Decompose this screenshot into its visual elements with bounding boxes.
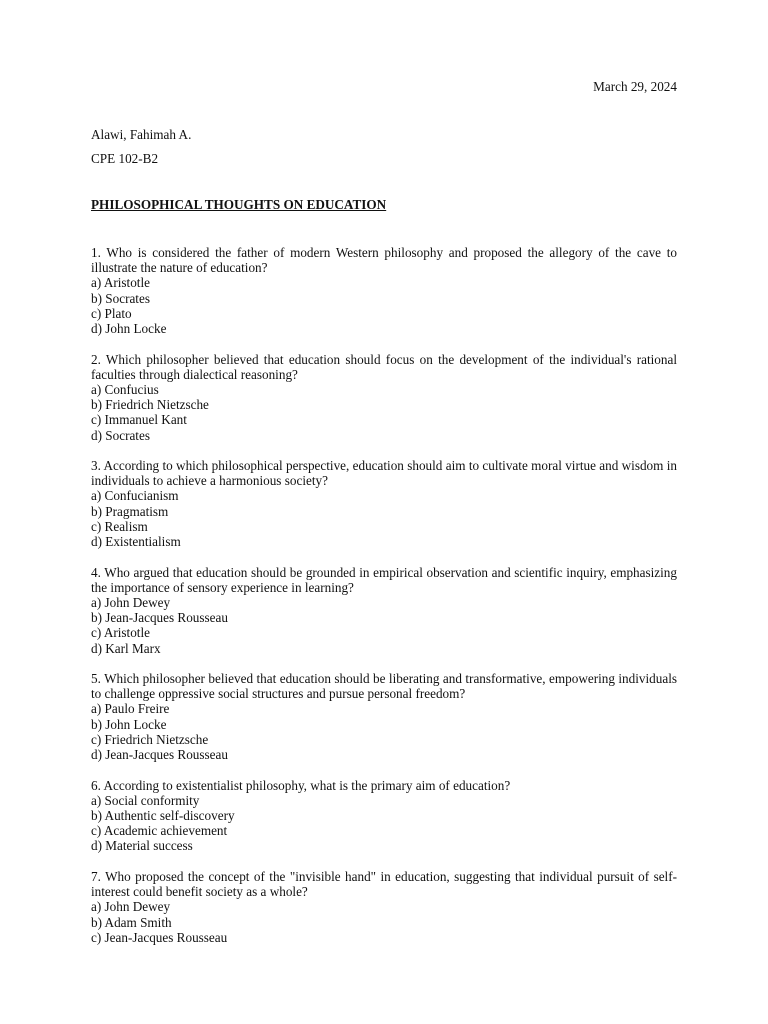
question-text: 6. According to existentialist philosophy, what is the primary aim of education?: [91, 777, 511, 793]
option-d: d) Existentialism: [91, 534, 181, 550]
option-a: a) Paulo Freire: [91, 701, 170, 717]
option-c: c) Realism: [91, 518, 148, 534]
option-c: c) Immanuel Kant: [91, 412, 187, 428]
option-d: d) Jean-Jacques Rousseau: [91, 747, 228, 763]
option-a: a) Confucius: [91, 381, 159, 397]
option-a: a) Confucianism: [91, 488, 179, 504]
document-date: March 29, 2024: [593, 79, 677, 94]
option-c: c) Plato: [91, 305, 132, 321]
question-2: [91, 352, 677, 443]
question-4: [91, 565, 677, 656]
question-5: [91, 671, 677, 762]
question-6: [91, 778, 677, 854]
student-name: Alawi, Fahimah A.: [91, 127, 192, 142]
question-3: [91, 458, 677, 549]
option-d: d) John Locke: [91, 321, 167, 337]
option-b: b) Jean-Jacques Rousseau: [91, 610, 228, 626]
question-7: [91, 869, 677, 945]
option-d: d) Material success: [91, 838, 193, 854]
option-d: d) Karl Marx: [91, 640, 161, 656]
option-c: c) Friedrich Nietzsche: [91, 731, 209, 747]
option-b: b) Pragmatism: [91, 503, 169, 519]
option-b: b) Adam Smith: [91, 914, 172, 930]
class-section: CPE 102-B2: [91, 151, 159, 166]
option-b: b) John Locke: [91, 716, 167, 732]
option-d: d) Socrates: [91, 427, 150, 443]
question-text: 5. Which philosopher believed that education should be liberating and transformative, empowering individuals to challenge oppressive social structures and pursue personal freedom?: [91, 671, 677, 702]
option-a: a) John Dewey: [91, 899, 171, 915]
option-c: c) Academic achievement: [91, 823, 228, 839]
option-b: b) Authentic self-discovery: [91, 807, 235, 823]
option-c: c) Aristotle: [91, 625, 150, 641]
question-text: 7. Who proposed the concept of the "invisible hand" in education, suggesting that individual pursuit of self-interest could benefit society as a whole?: [91, 868, 677, 900]
question-list: [91, 245, 677, 960]
option-a: a) Social conformity: [91, 792, 200, 808]
option-a: a) John Dewey: [91, 594, 171, 610]
option-b: b) Socrates: [91, 290, 150, 306]
question-text: 1. Who is considered the father of modern Western philosophy and proposed the allegory of the cave to illustrate the nature of education?: [91, 245, 677, 276]
question-text: 3. According to which philosophical perspective, education should aim to cultivate moral virtue and wisdom in individuals to achieve a harmonious society?: [91, 458, 677, 489]
option-b: b) Friedrich Nietzsche: [91, 397, 209, 413]
document-title: PHILOSOPHICAL THOUGHTS ON EDUCATION: [91, 197, 387, 212]
question-text: 4. Who argued that education should be grounded in empirical observation and scientific inquiry, emphasizing the importance of sensory experience in learning?: [91, 564, 677, 595]
question-text: 2. Which philosopher believed that education should focus on the development of the individual's rational faculties through dialectical reasoning?: [91, 351, 677, 382]
option-c: c) Jean-Jacques Rousseau: [91, 929, 228, 945]
question-1: [91, 245, 677, 336]
option-a: a) Aristotle: [91, 275, 150, 291]
